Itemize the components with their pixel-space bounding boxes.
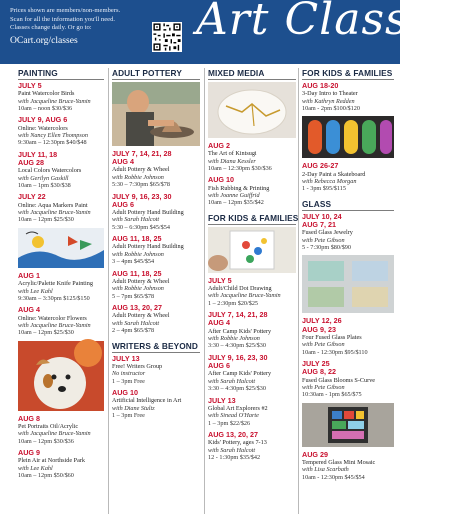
class-time-price: 1 – 3pm Free (112, 411, 145, 419)
class-date: AUG 4 (18, 305, 40, 315)
class-instructor: with Kathryn Redden (302, 97, 355, 105)
class-title: Local Colors Watercolors (18, 167, 82, 175)
class-instructor: with Sarah Halcott (112, 216, 160, 224)
class-instructor: with Jacqueline Bruce-Yamin (18, 321, 91, 329)
photo-plates (302, 255, 394, 313)
class-listing[interactable] (208, 431, 296, 461)
class-title: Tempered Glass Mini Mosaic (302, 458, 376, 466)
photo-kidsdraw (208, 227, 296, 273)
class-instructor: with Jacqueline Bruce-Yamin (18, 209, 91, 217)
section-heading: MIXED MEDIA (208, 68, 296, 80)
qr-code[interactable] (152, 22, 182, 52)
class-listing[interactable] (112, 355, 200, 385)
class-time-price: 3 – 4pm $45/$54 (112, 258, 155, 266)
class-date: AUG 1 (18, 270, 40, 280)
class-instructor: with Jacqueline Bruce-Yamin (18, 97, 91, 105)
class-date: AUG 10 (208, 175, 234, 185)
class-time-price: 10am – 12pm $50/$60 (18, 472, 74, 480)
class-listing[interactable] (18, 116, 104, 146)
class-time-price: 1 – 2:30pm $20/$25 (208, 299, 259, 307)
photo-birds (18, 228, 104, 268)
class-date: AUG 13, 20, 27 (208, 429, 258, 439)
class-title: Four Fused Glass Plates (302, 333, 362, 341)
qr-code-icon (152, 22, 182, 52)
header-line-1: Prices shown are members/non-members. (10, 7, 121, 14)
class-time-price: 5 – 7pm $65/$78 (112, 292, 155, 300)
class-date: JULY 12, 26 AUG 9, 23 (302, 316, 342, 334)
class-date: JULY 9, AUG 6 (18, 115, 68, 125)
page-title: Art Classes (196, 0, 459, 45)
class-title: Online: Watercolor Flowers (18, 314, 87, 322)
class-listing[interactable] (18, 193, 104, 223)
class-time-price: 3:30 – 4:30pm $25/$30 (208, 342, 266, 350)
class-time-price: 10am – 12pm $25/$30 (18, 329, 74, 337)
class-title: The Art of Kintsugi (208, 150, 257, 158)
class-instructor: with Rebecca Morgan (302, 178, 357, 186)
class-listing[interactable] (112, 193, 200, 232)
class-title: Acrylic/Palette Knife Painting (18, 280, 93, 288)
class-time-price: 12 - 1:30pm $35/$42 (208, 453, 261, 461)
class-instructor: with Joanne Guiffrid (208, 192, 260, 200)
class-listing[interactable] (112, 270, 200, 300)
class-instructor: with Gerilyn Gaskill (18, 174, 69, 182)
column-4 (302, 68, 394, 518)
class-title: Fused Glass Blooms S-Curve (302, 376, 376, 384)
class-date: JULY 13 (208, 395, 236, 405)
class-title: Plein Air at Northside Park (18, 457, 86, 465)
class-title: After Camp Kids' Pottery (208, 327, 272, 335)
class-instructor: with Sinead O'Harte (208, 412, 259, 420)
class-title: Fused Glass Jewelry (302, 229, 353, 237)
class-listing[interactable] (208, 176, 296, 206)
class-date: JULY 7, 14, 21, 28 AUG 4 (208, 310, 268, 328)
column-divider (204, 68, 205, 514)
class-title: Adult Pottery & Wheel (112, 166, 170, 174)
class-time-price: 1 – 3pm Free (112, 377, 145, 385)
class-date: JULY 5 (18, 81, 42, 90)
class-listing[interactable] (208, 311, 296, 350)
class-listing[interactable] (112, 235, 200, 265)
class-instructor: with Robbie Johnson (112, 285, 164, 293)
class-time-price: 9:30am – 12:30pm $40/$48 (18, 139, 87, 147)
class-date: JULY 9, 16, 23, 30 AUG 6 (208, 352, 268, 371)
class-title: Adult/Child Dot Drawing (208, 285, 272, 293)
class-instructor: with Robbie Johnson (112, 173, 164, 181)
section-heading: WRITERS & BEYOND (112, 341, 200, 353)
photo-mosaic (302, 403, 394, 447)
class-date: JULY 22 (18, 192, 46, 202)
class-date: JULY 9, 16, 23, 30 AUG 6 (112, 191, 172, 209)
photo-kintsugi (208, 82, 296, 138)
header-banner (0, 0, 459, 64)
class-time-price: 10am - 12:30pm $95/$110 (302, 348, 368, 356)
class-title: Artificial Intelligence in Art (112, 397, 182, 405)
column-divider (108, 68, 109, 514)
class-title: Free! Writers Group (112, 362, 163, 370)
class-title: Adult Pottery Hand Building (112, 209, 184, 217)
section-heading: GLASS (302, 199, 394, 211)
class-date: AUG 2 (208, 141, 230, 150)
section-heading: FOR KIDS & FAMILIES (302, 68, 393, 78)
photo-potter (112, 82, 200, 146)
class-date: AUG 10 (112, 387, 138, 397)
class-time-price: 5 - 7:30pm $80/$90 (302, 244, 351, 252)
section-heading: FOR KIDS & FAMILIES (208, 212, 299, 223)
class-listing[interactable] (18, 415, 104, 445)
class-date: JULY 5 (208, 275, 232, 285)
class-title: Adult Pottery & Wheel (112, 312, 170, 320)
class-time-price: 3:30 – 4:30pm $25/$30 (208, 385, 266, 393)
class-listing[interactable] (302, 451, 394, 481)
class-listing[interactable] (112, 304, 200, 334)
class-time-price: 9:30am – 3:30pm $125/$150 (18, 294, 90, 302)
class-instructor: with Pete Gibson (302, 236, 345, 244)
class-instructor: with Lee Kahl (18, 287, 53, 295)
class-instructor: with Pete Gibson (302, 383, 345, 391)
class-time-price: 5:30 – 6:30pm $45/$54 (112, 223, 170, 231)
class-title: 2-Day Paint a Skateboard (302, 170, 366, 178)
class-date: JULY 11, 18 AUG 28 (18, 149, 58, 168)
class-listing[interactable] (18, 272, 104, 302)
class-instructor: with Sarah Halcott (208, 377, 256, 385)
column-2 (112, 68, 200, 518)
class-date: AUG 8 (18, 413, 40, 423)
class-instructor: with Robbie Johnson (112, 250, 164, 258)
class-listing[interactable] (18, 151, 104, 190)
class-listing[interactable] (208, 142, 296, 172)
class-instructor: with Robbie Johnson (208, 335, 260, 343)
class-title: Online: Watercolors (18, 124, 68, 132)
class-date: AUG 29 (302, 449, 328, 459)
header-line-2: Scan for all the information you'll need. (10, 15, 116, 23)
class-instructor: with Sarah Halcott (112, 319, 160, 327)
class-time-price: 10am - 12:30pm $45/$54 (302, 473, 365, 481)
class-title: Paint Watercolor Birds (18, 90, 75, 98)
class-time-price: 10am – 1pm $30/$38 (18, 182, 71, 190)
class-time-price: 10am – 12pm $25/$30 (18, 216, 74, 224)
class-instructor: with Diana Kessler (208, 157, 256, 165)
class-date: AUG 13, 20, 27 (112, 303, 162, 313)
class-listing[interactable] (302, 162, 394, 192)
class-listing[interactable] (112, 389, 200, 419)
class-time-price: 10am - 2pm $100/$120 (302, 105, 360, 113)
class-instructor: No instructor (112, 370, 146, 378)
class-listing[interactable] (302, 317, 394, 356)
class-title: Global Art Explorers #2 (208, 404, 268, 412)
class-listing[interactable] (18, 82, 104, 112)
photo-skate (302, 116, 394, 158)
section-heading: PAINTING (18, 68, 104, 80)
class-instructor: with Pete Gibson (302, 341, 345, 349)
class-date: JULY 7, 14, 21, 28 AUG 4 (112, 149, 172, 167)
class-instructor: with Lee Kahl (18, 464, 53, 472)
class-listing[interactable] (208, 397, 296, 427)
class-time-price: 10am – 12pm $35/$42 (208, 199, 264, 207)
class-time-price: 10am – 12:30pm $30/$36 (208, 165, 272, 173)
class-listing[interactable] (208, 354, 296, 393)
class-title: 3-Day Intro to Theater (302, 90, 358, 98)
class-listing[interactable] (302, 360, 394, 399)
class-date: JULY 25 AUG 8, 22 (302, 359, 336, 377)
class-time-price: 5:30 – 7:30pm $65/$78 (112, 181, 170, 189)
class-listing[interactable] (18, 306, 104, 336)
class-date: JULY 10, 24 AUG 7, 21 (302, 211, 342, 230)
class-date: AUG 18-20 (302, 81, 339, 90)
column-1 (18, 68, 104, 518)
class-title: After Camp Kids' Pottery (208, 370, 272, 378)
class-date: AUG 9 (18, 448, 40, 458)
class-listing[interactable] (18, 449, 104, 479)
class-time-price: 10am – 12pm $30/$36 (18, 437, 74, 445)
class-instructor: with Jacqueline Bruce-Yamin (208, 292, 281, 300)
class-title: Adult Pottery & Wheel (112, 277, 170, 285)
class-title: Pet Portraits Oil/Acrylic (18, 422, 79, 430)
class-instructor: with Sarah Halcott (208, 446, 256, 454)
header-line-3: Classes change daily. Or go to: (10, 24, 92, 32)
column-divider (298, 68, 299, 514)
class-time-price: 1 - 3pm $95/$115 (302, 185, 346, 193)
class-title: Adult Pottery Hand Building (112, 243, 184, 251)
class-instructor: with Nancy Ellen Thompson (18, 132, 88, 140)
class-time-price: 10:30am - 1pm $65/$75 (302, 391, 362, 399)
column-3 (208, 68, 299, 518)
class-date: JULY 13 (112, 353, 140, 363)
section-heading: ADULT POTTERY (112, 68, 200, 80)
class-date: AUG 11, 18, 25 (112, 234, 162, 244)
class-listing[interactable] (112, 150, 200, 189)
class-instructor: with Jacqueline Bruce-Yamin (18, 430, 91, 438)
class-title: Online: Aqua Markers Paint (18, 201, 88, 209)
class-date: AUG 11, 18, 25 (112, 268, 162, 278)
classes-link[interactable]: OCart.org/classes (10, 34, 78, 46)
class-date: AUG 26-27 (302, 161, 339, 171)
class-listing[interactable] (302, 82, 394, 112)
class-listing[interactable] (208, 277, 296, 307)
class-title: Fish Rubbing & Printing (208, 184, 270, 192)
photo-dog (18, 341, 104, 411)
class-listing[interactable] (302, 213, 394, 252)
class-title: Kids' Pottery, ages 7-13 (208, 439, 267, 447)
class-instructor: with Diane Stultz (112, 404, 155, 412)
class-time-price: 10am – noon $30/$36 (18, 105, 73, 113)
class-time-price: 2 – 4pm $65/$78 (112, 327, 155, 335)
class-time-price: 1 – 3pm $22/$26 (208, 419, 251, 427)
class-instructor: with Lisa Scarbath (302, 466, 349, 474)
header-info (10, 7, 145, 47)
